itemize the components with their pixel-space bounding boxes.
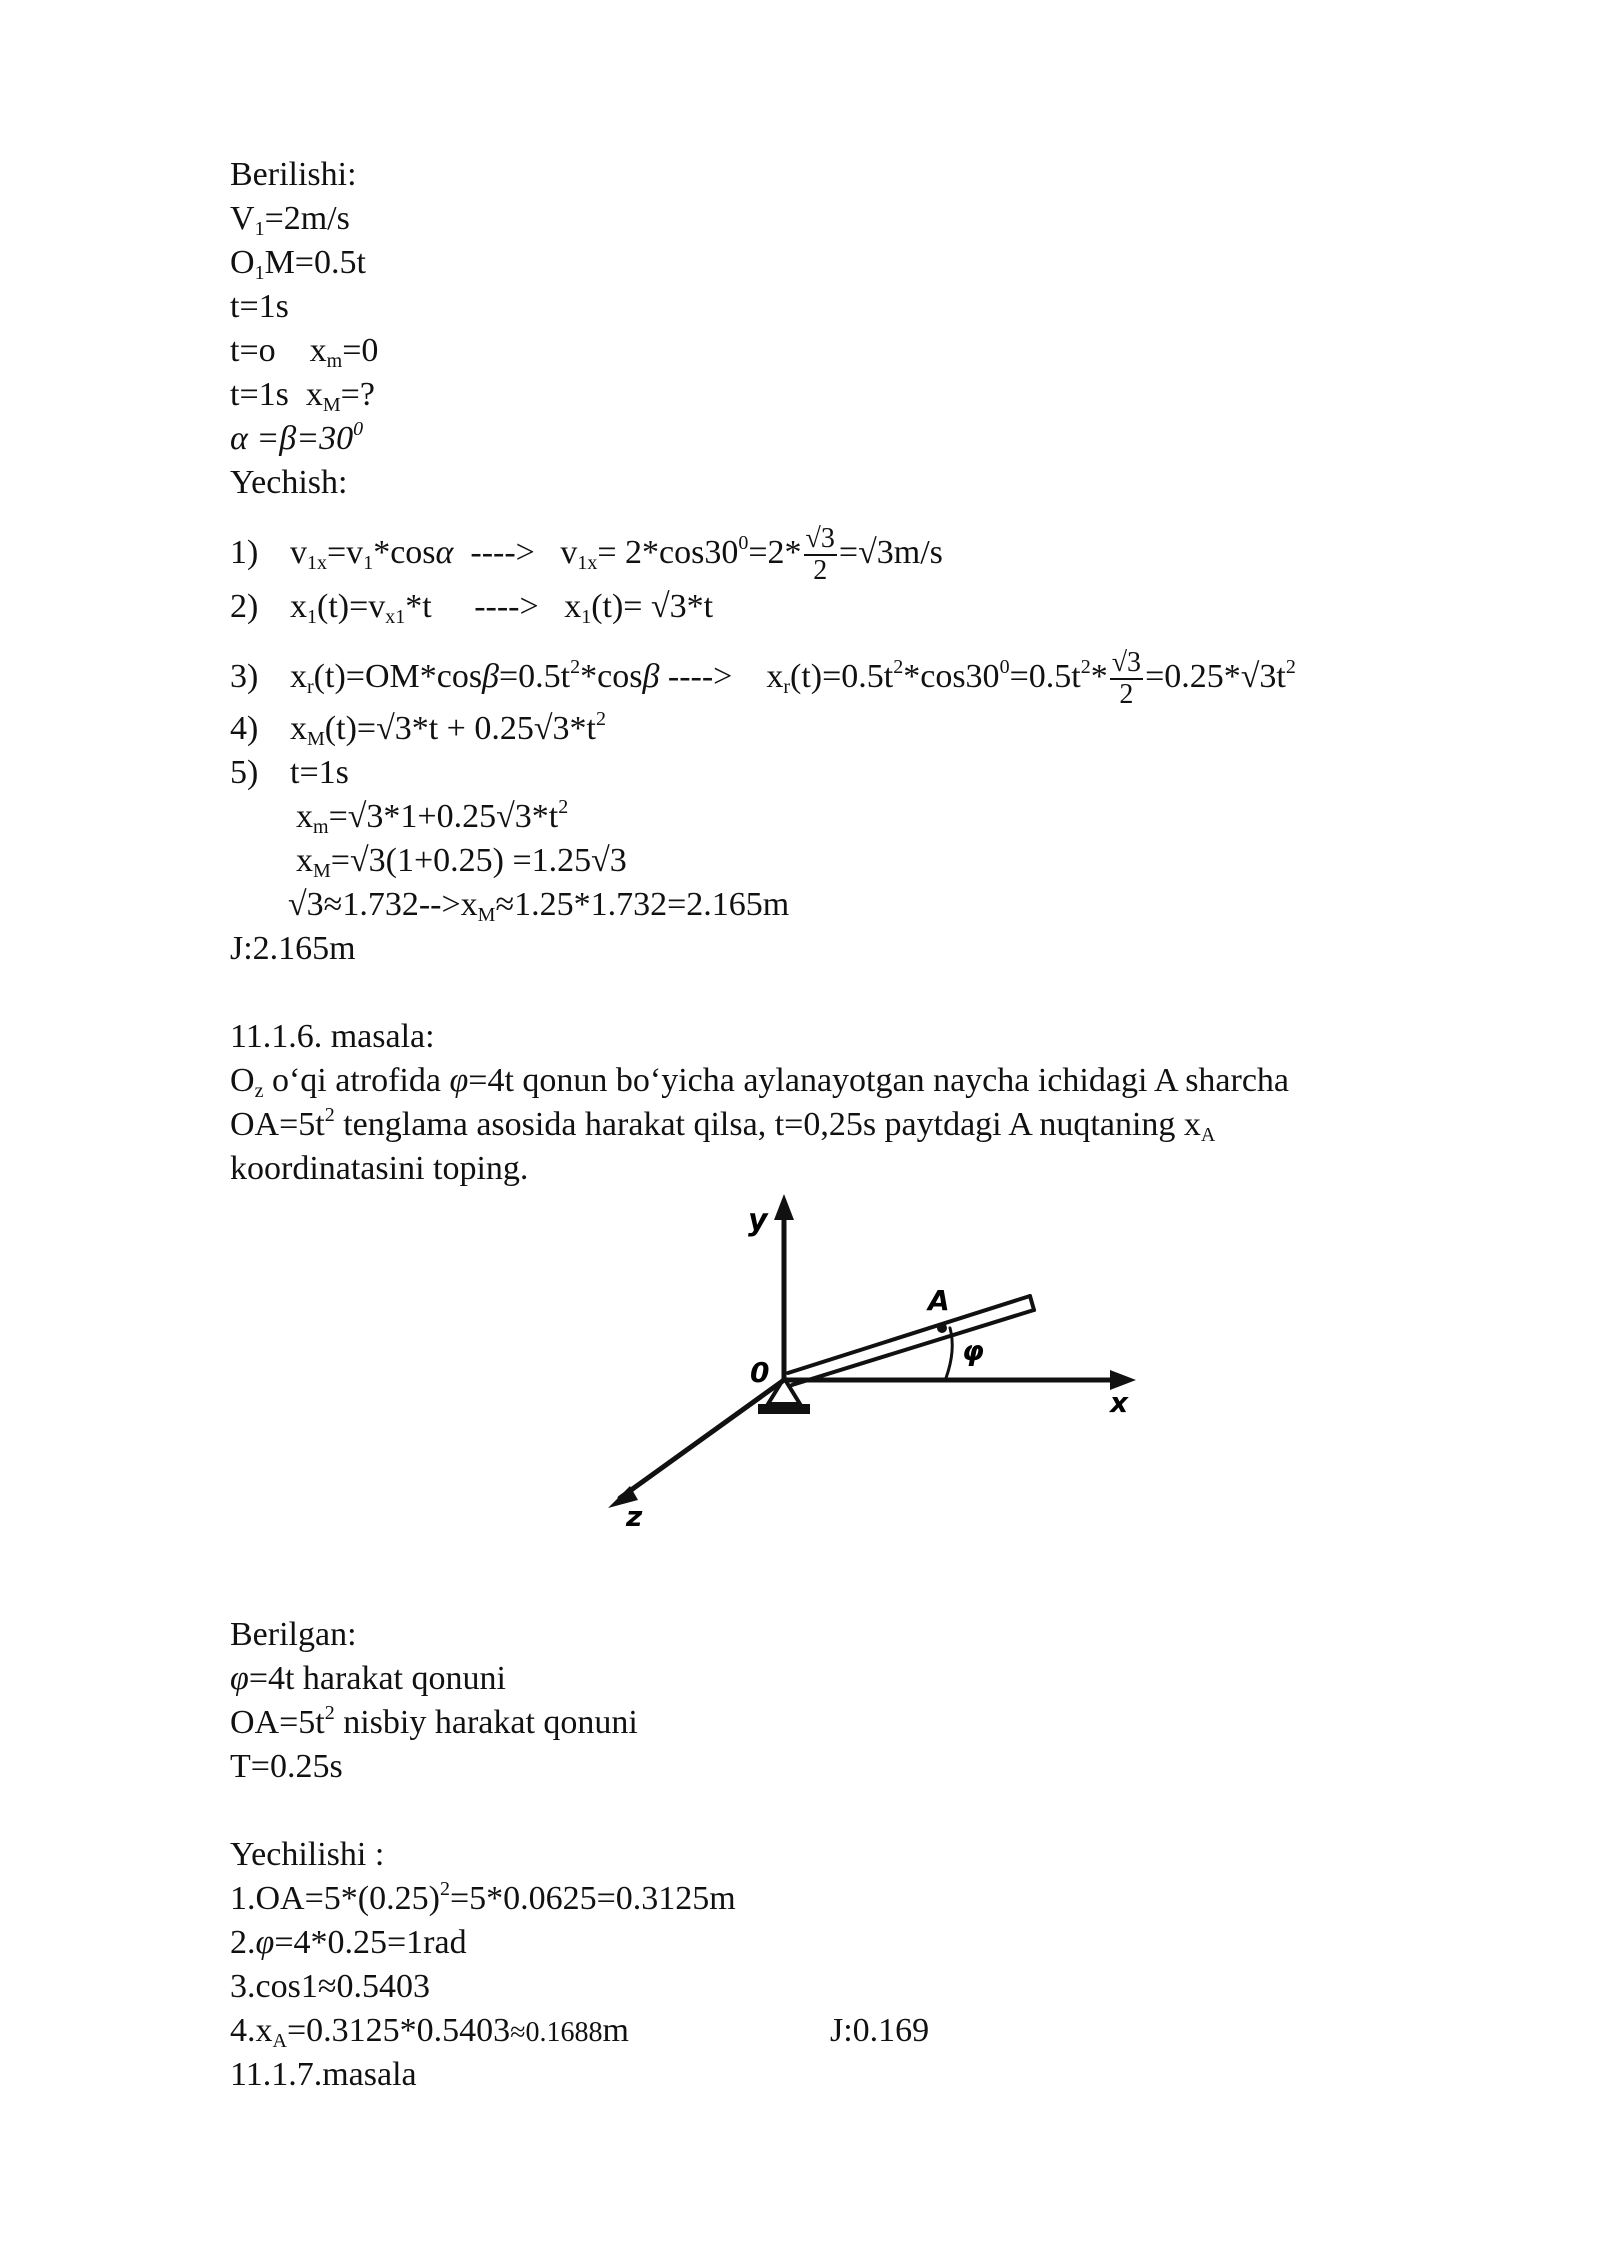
given-v1: $V_1=2m/s$ bbox=[230, 200, 350, 240]
solution-header: Yechish: bbox=[230, 464, 348, 501]
given-o1m: $O_1M=0.5t$ bbox=[230, 244, 366, 284]
label-x: x bbox=[1110, 1386, 1129, 1419]
z-axis bbox=[620, 1380, 784, 1498]
given2-oa: $OA=5t^2$ nisbiy harakat qonuni bbox=[230, 1702, 638, 1741]
given-t: t=1s bbox=[230, 288, 289, 325]
step-4: 4) $x_M(t)=√3*t + 0.25√3*t^2$ bbox=[230, 708, 606, 750]
label-a: A bbox=[928, 1284, 950, 1317]
solution-header-2: Yechilishi : bbox=[230, 1836, 385, 1873]
sub-line-3: $√3\approx 1.732-->x_M\approx 1.25*1.732=2.165m$ bbox=[288, 886, 790, 926]
problem-title: 11.1.6. masala: bbox=[230, 1018, 435, 1055]
solution2-step-2: 2.φ=4*0.25=1rad bbox=[230, 1924, 467, 1961]
sub-line-1: $x_m=√3*1+0.25√3*t^2$ bbox=[296, 796, 569, 838]
sub-line-2: $x_M=√3(1+0.25) =1.25√3$ bbox=[296, 842, 627, 882]
tube-end bbox=[1030, 1296, 1034, 1310]
tube-top-edge bbox=[788, 1296, 1030, 1373]
fraction: $\frac{√3}{2}$ bbox=[1111, 647, 1142, 710]
step-3: 3) $x_r(t)=OM*\cos\beta=0.5t^2*\cos\beta$ ----> $x_r(t)=0.5t^2*\cos 30^0=0.5t^2*$ $\frac{√3}{2}$ $=0.25*√3t^2$ bbox=[230, 647, 1296, 710]
problem-line-3: koordinatasini toping. bbox=[230, 1150, 529, 1187]
tube-bottom-edge bbox=[792, 1310, 1034, 1385]
given-angles: $\alpha =\beta=30^0$ bbox=[230, 418, 364, 457]
answer-1: J:2.165m bbox=[230, 930, 356, 967]
answer-2: J:0.169 bbox=[830, 2012, 930, 2049]
given-t1: t=1s $x_M=$? bbox=[230, 376, 375, 416]
given-header: Berilishi: bbox=[230, 156, 357, 193]
label-y: y bbox=[748, 1203, 768, 1238]
pivot-base bbox=[758, 1404, 810, 1414]
label-o: 0 bbox=[750, 1356, 770, 1389]
given-header-2: Berilgan: bbox=[230, 1616, 357, 1653]
ball-a bbox=[937, 1323, 947, 1333]
problem-line-2: $OA=5t^2$ tenglama asosida harakat qilsa, t=0,25s paytdagi A nuqtaning $x_A$ bbox=[230, 1104, 1216, 1146]
given2-t: T=0.25s bbox=[230, 1748, 343, 1785]
problem-line-1: $O_z$ o‘qi atrofida φ=4t qonun bo‘yicha aylanayotgan naycha ichidagi A sharcha bbox=[230, 1062, 1290, 1102]
solution2-step-3: 3.cos1≈0.5403 bbox=[230, 1968, 430, 2005]
fraction: $\frac{√3}{2}$ bbox=[805, 523, 835, 586]
next-problem-title: 11.1.7.masala bbox=[230, 2056, 417, 2093]
step-1: 1) $v_{1x}=v_1*\cos\alpha$ ----> $v_{1x}= 2*\cos 30^0=2*$ $\frac{√3}{2}$ =√3m/s bbox=[230, 523, 943, 586]
label-phi: φ bbox=[962, 1334, 984, 1367]
given2-phi: φ=4t harakat qonuni bbox=[230, 1660, 506, 1697]
rotating-tube-diagram bbox=[590, 1180, 1150, 1530]
solution2-step-4: $4.x_A=0.3125*0.5403\approx 0.1688m$ bbox=[230, 2012, 629, 2052]
solution2-step-1: $1.OA=5*(0.25)^2=5*0.0625=0.3125m$ bbox=[230, 1878, 736, 1917]
label-z: z bbox=[626, 1500, 643, 1530]
given-t0: t=o $x_m=0$ bbox=[230, 332, 379, 372]
step-5: 5) t=1s bbox=[230, 754, 349, 791]
y-arrow bbox=[774, 1194, 794, 1220]
step-2: 2) $x_1(t)=v_{x1}*t$ ----> $x_1(t)= √3*t$ bbox=[230, 588, 714, 628]
